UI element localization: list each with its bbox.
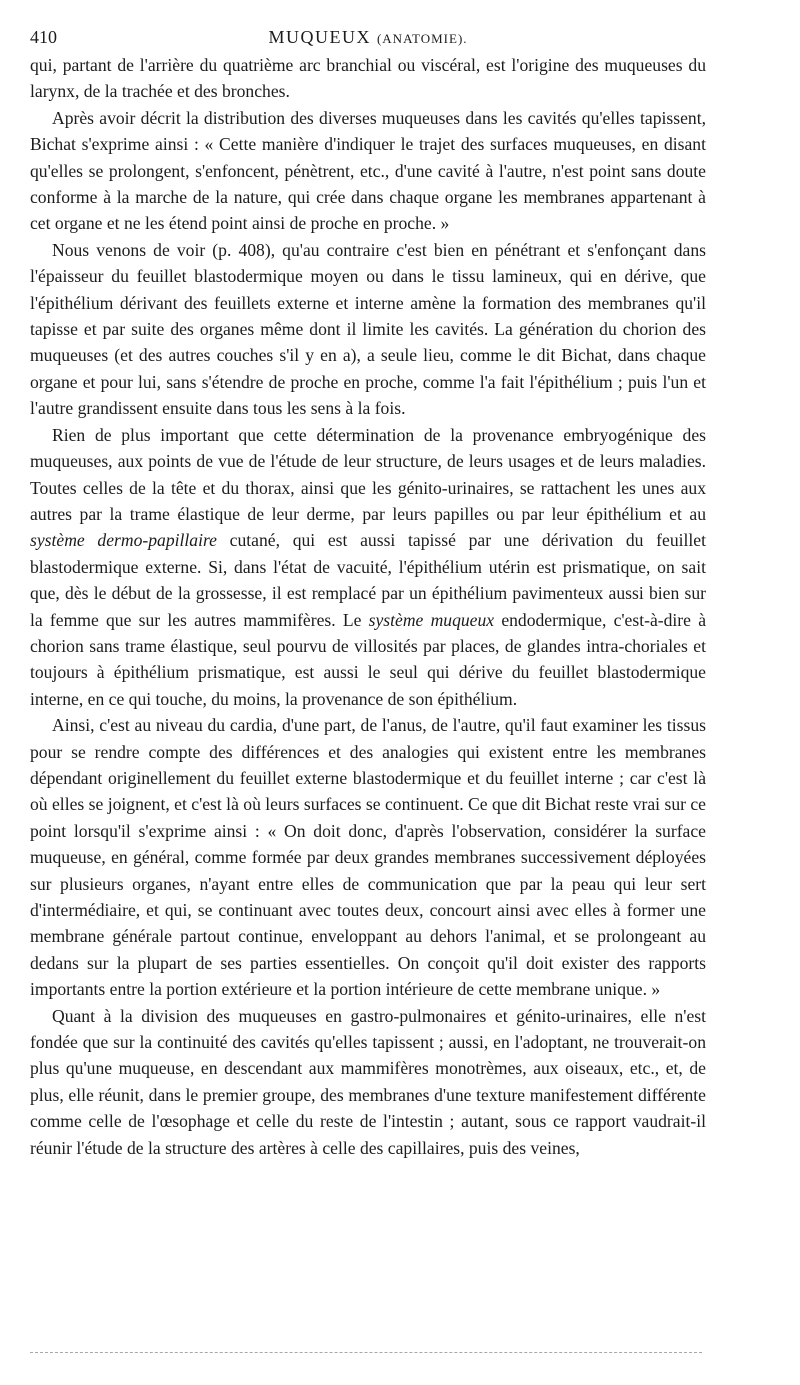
- paragraph-2: Après avoir décrit la distribution des diverses muqueuses dans les cavités qu'elles tapissent, Bichat s'exprime ainsi : « Cette manière d'indiquer le trajet des surfaces muqueuses, en disant qu'elles se prolongent, s'enfoncent, pénètrent, etc., d'une cavité à l'autre, n'est point sans doute conforme à la marche de la nature, qui crée dans chaque organe les membranes appartenant à cet organe et ne les étend point ainsi de proche en proche. »: [30, 107, 706, 234]
- italic-term-systeme-muqueux: système muqueux: [368, 609, 495, 630]
- running-title: [30, 22, 706, 54]
- paragraph-3: Nous venons de voir (p. 408), qu'au contraire c'est bien en pénétrant et s'enfonçant dans l'épaisseur du feuillet blastodermique moyen ou dans le tissu lamineux, qui en dérive, que l'épithélium dérivant des feuillets externe et interne amène la formation des membranes qu'il tapisse et par suite des organes même dont il limite les cavités. La génération du chorion des muqueuses (et des autres couches s'il y en a), a seule lieu, comme le dit Bichat, dans chaque organe et pour lui, sans s'étendre de proche en proche, comme l'a fait l'épithélium ; puis l'un et l'autre grandissent ensuite dans tous les sens à la fois.: [30, 239, 706, 419]
- running-title-main: MUQUEUX: [268, 27, 371, 47]
- paragraph-4: Rien de plus important que cette détermination de la provenance embryogénique des muqueuses, aux points de vue de l'étude de leur structure, de leurs usages et de leurs maladies. Toutes celles de la tête et du thorax, ainsi que les génito-urinaires, se rattachent les unes aux autres par la trame élastique de leur derme, par leurs papilles ou par leur épithélium et au système dermo-papillaire cutané, qui est aussi tapissé par une dérivation du feuillet blastodermique externe. Si, dans l'état de vacuité, l'épithélium utérin est prismatique, on sait que, dès le début de la grossesse, il est remplacé par un épithélium pavimenteux aussi bien sur la femme que sur les autres mammifères. Le système muqueux endodermique, c'est-à-dire à chorion sans trame élastique, seul pourvu de villosités par places, de glandes intra-choriales et toujours à épithélium prismatique, est aussi le seul qui dérive du feuillet blastodermique interne, en ce qui touche, du moins, la provenance de son épithélium.: [30, 424, 707, 709]
- body-text: [30, 52, 706, 1161]
- italic-term-dermo-papillaire: système dermo-papillaire: [30, 530, 217, 551]
- page-number: 410: [30, 27, 57, 47]
- book-page: [30, 22, 706, 1161]
- paragraph-5: Ainsi, c'est au niveau du cardia, d'une part, de l'anus, de l'autre, qu'il faut examiner les tissus pour se rendre compte des différences et des analogies qui existent entre les membranes dépendant originellement du feuillet externe blastodermique et du feuillet interne ; car c'est là où elles se joignent, et c'est là où leurs surfaces se continuent. Ce que dit Bichat reste vrai sur ce point lorsqu'il s'exprime ainsi : « On doit donc, d'après l'observation, considérer la surface muqueuse, en général, comme formée par deux grandes membranes successivement déployées sur plusieurs organes, n'ayant entre elles de communication que par la peau qui leur sert d'intermédiaire, et qui, se continuant avec toutes deux, concourt ainsi avec elles à former une membrane générale partout continue, enveloppant au dehors l'animal, et se prolongeant au dedans sur la plupart de ses parties essentielles. On conçoit qu'il doit exister des rapports importants entre la portion extérieure et la portion intérieure de cette membrane unique. »: [30, 715, 706, 1000]
- running-title-sub: (ANATOMIE).: [376, 31, 468, 46]
- footer-rule: [30, 1352, 702, 1353]
- paragraph-1: qui, partant de l'arrière du quatrième arc branchial ou viscéral, est l'origine des muqueuses du larynx, de la trachée et des bronches.: [30, 55, 706, 102]
- running-header: [30, 22, 706, 52]
- paragraph-6: Quant à la division des muqueuses en gastro-pulmonaires et génito-urinaires, elle n'est fondée que sur la continuité des cavités qu'elles tapissent ; aussi, en l'adoptant, ne trouverait-on plus qu'une muqueuse, en descendant aux mammifères monotrèmes, aux oiseaux, etc., et, de plus, elle réunit, dans le premier groupe, des membranes d'une texture manifestement différente comme celle de l'œsophage et celle du reste de l'intestin ; autant, sous ce rapport vaudrait-il réunir l'étude de la structure des artères à celle des capillaires, puis des veines,: [30, 1005, 706, 1158]
